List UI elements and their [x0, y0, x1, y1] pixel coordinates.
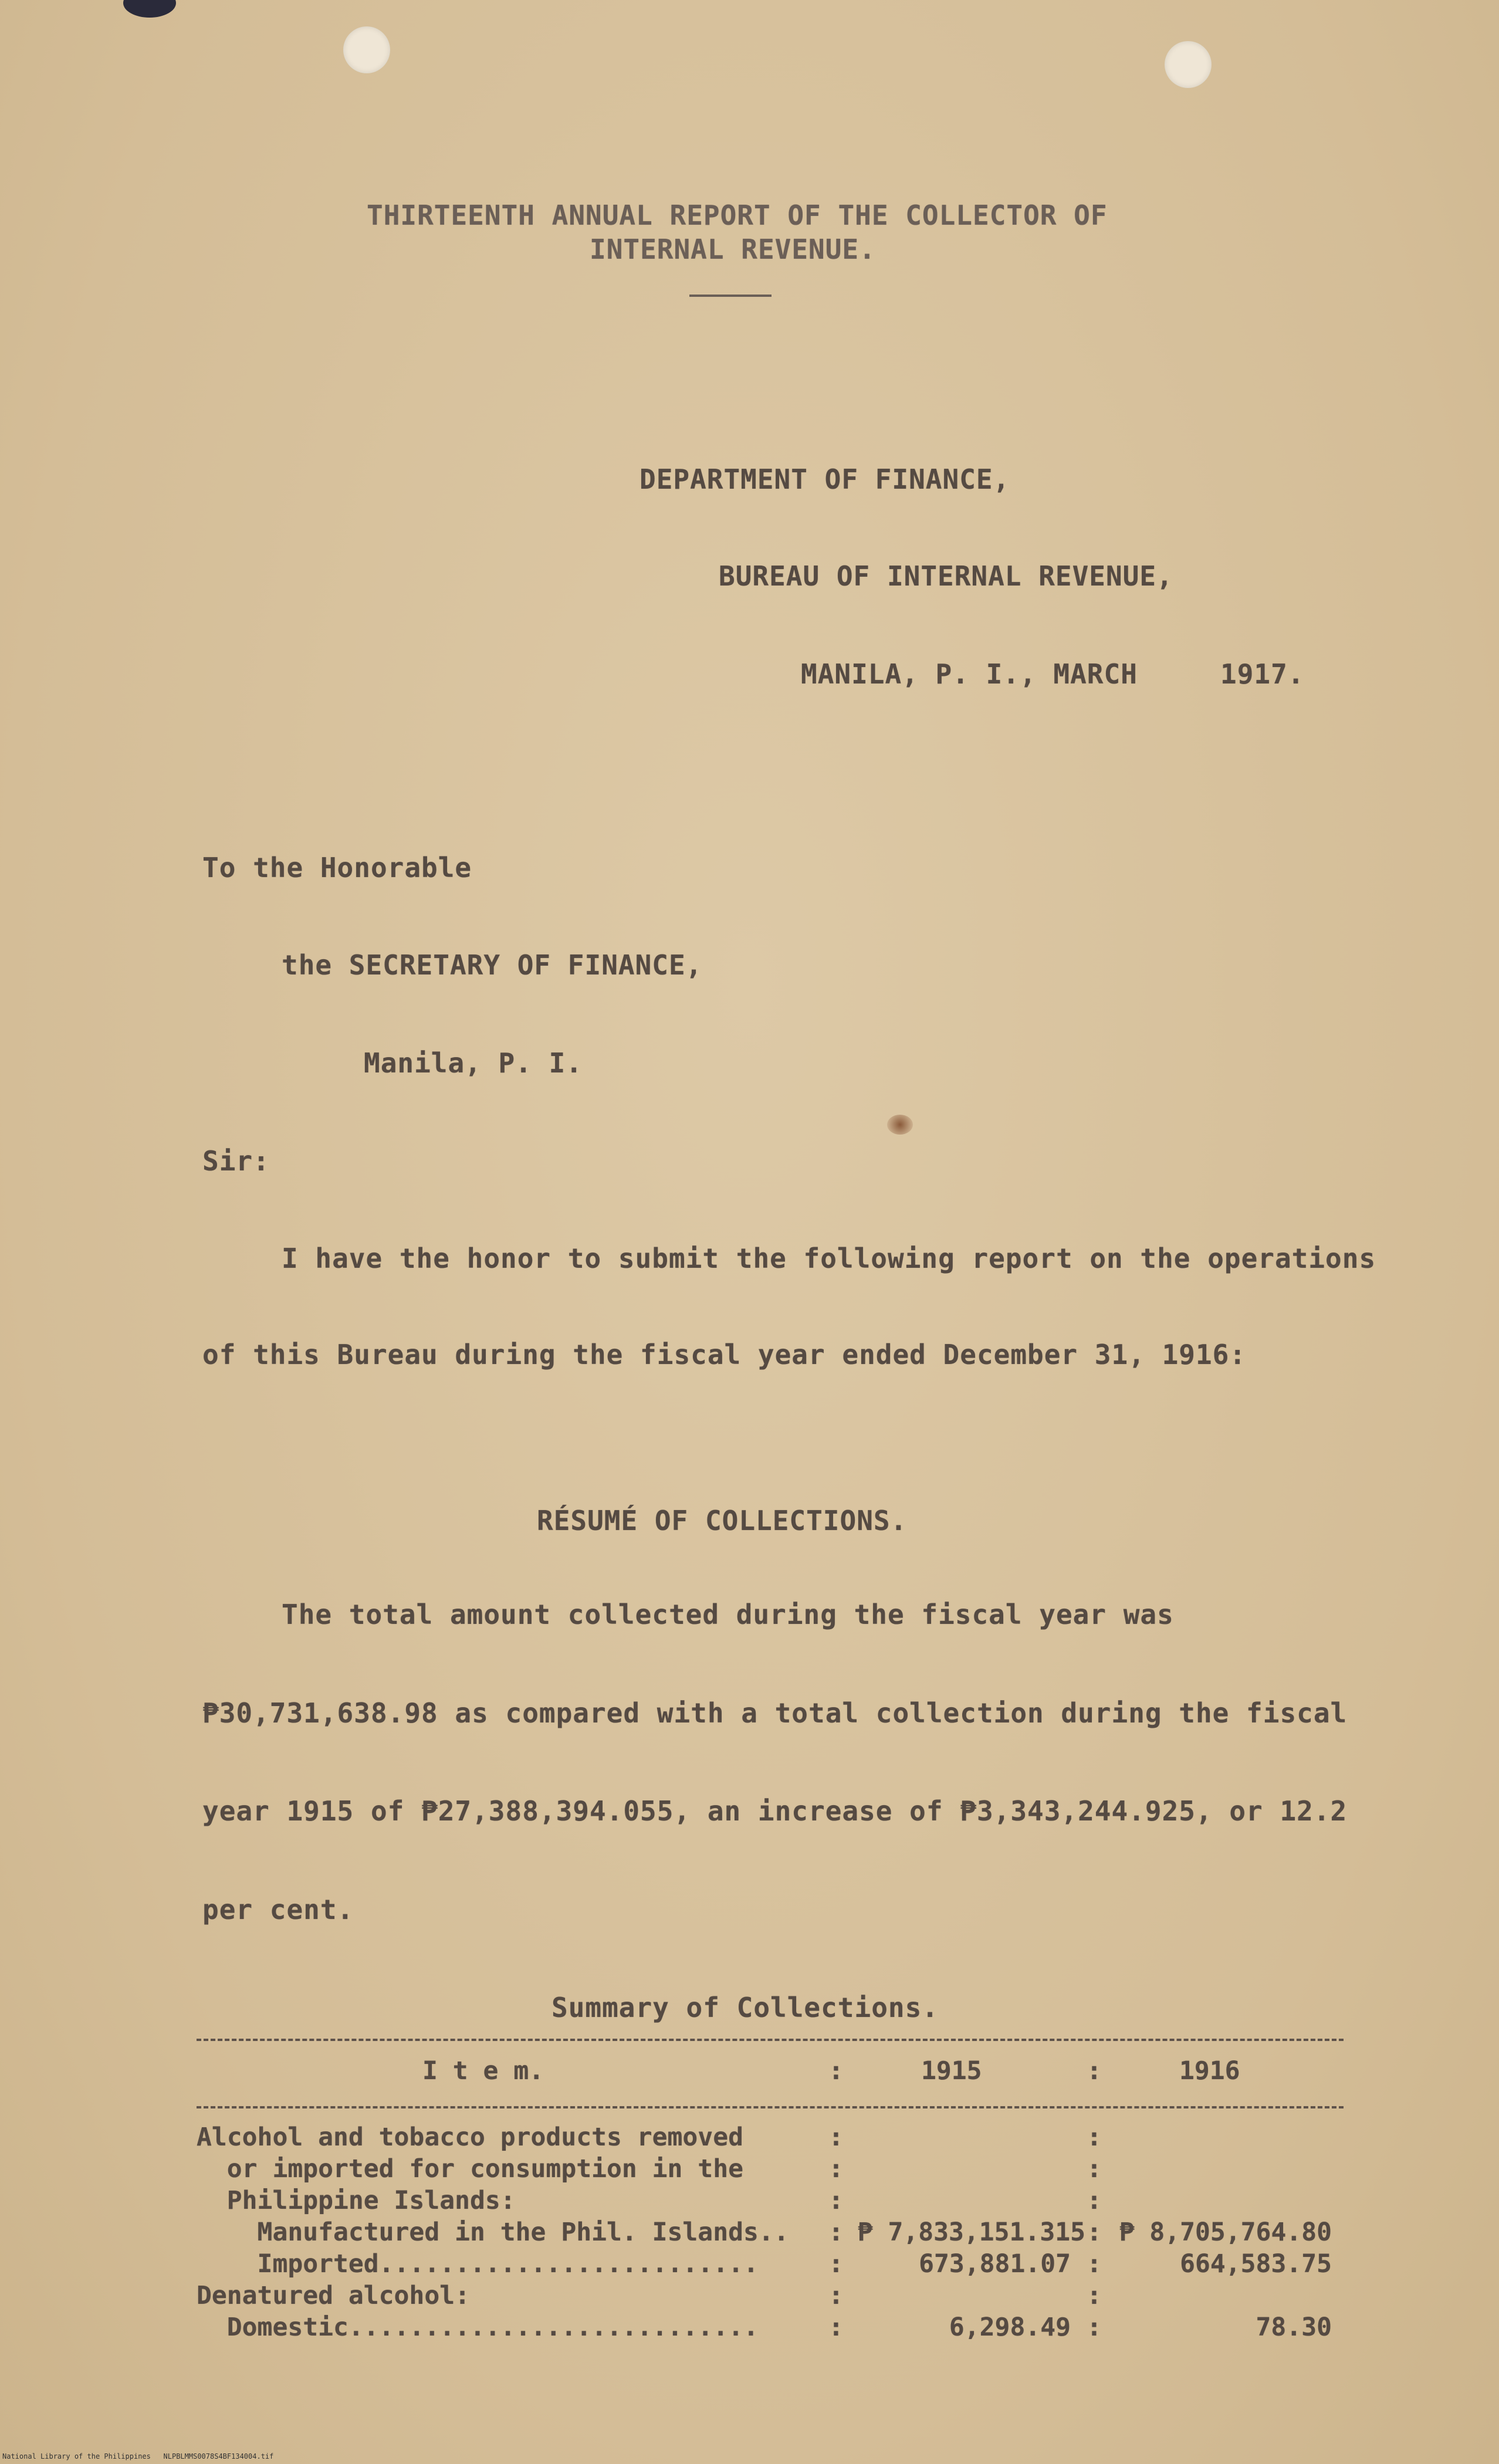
row-label: Imported.........................: [197, 2249, 759, 2279]
separator-colon: :: [828, 2186, 844, 2215]
separator-colon: :: [828, 2218, 844, 2247]
row-label: Manufactured in the Phil. Islands..: [197, 2218, 789, 2247]
row-label: or imported for consumption in the: [197, 2154, 743, 2184]
separator-colon: :: [828, 2123, 844, 2152]
separator-colon: :: [1087, 2281, 1102, 2310]
separator-colon: :: [1087, 2218, 1102, 2247]
archive-footer: National Library of the Philippines NLPBLMMS0078S4BF134004.tif: [2, 2452, 274, 2460]
salutation-sir: Sir:: [202, 1145, 270, 1177]
row-label: Domestic...........................: [197, 2313, 759, 2342]
paragraph1-line1: I have the honor to submit the following report on the operations: [282, 1243, 1376, 1274]
table-caption: Summary of Collections.: [551, 1992, 939, 2023]
addressee-line3: Manila, P. I.: [364, 1047, 583, 1079]
separator-colon: :: [828, 2313, 844, 2342]
value-1915: 6,298.49: [949, 2313, 1071, 2342]
title-underline: [689, 295, 772, 297]
department-line: DEPARTMENT OF FINANCE,: [639, 463, 1010, 495]
row-label: Denatured alcohol:: [197, 2281, 470, 2310]
date-year: 1917.: [1220, 658, 1305, 690]
ink-blot: [887, 1115, 913, 1135]
punch-hole-right: [1165, 41, 1212, 88]
addressee-line2: the SECRETARY OF FINANCE,: [282, 949, 703, 981]
separator-colon: :: [828, 2249, 844, 2279]
report-title-line1: THIRTEENTH ANNUAL REPORT OF THE COLLECTOR OF: [367, 199, 1108, 231]
paragraph2-line3: year 1915 of ₱27,388,394.055, an increase of ₱3,343,244.925, or 12.2: [202, 1795, 1348, 1827]
separator-colon: :: [1087, 2186, 1102, 2215]
value-1916: ₱ 8,705,764.80: [1119, 2218, 1332, 2247]
paragraph2-line4: per cent.: [202, 1894, 354, 1925]
place-date-line: MANILA, P. I., MARCH: [801, 658, 1138, 690]
value-1915: 673,881.07: [919, 2249, 1071, 2279]
row-label: Alcohol and tobacco products removed: [197, 2123, 743, 2152]
row-label: Philippine Islands:: [197, 2186, 516, 2215]
section-heading: RÉSUMÉ OF COLLECTIONS.: [537, 1505, 908, 1536]
paragraph2-line1: The total amount collected during the fiscal year was: [282, 1599, 1174, 1630]
addressee-line1: To the Honorable: [202, 852, 472, 884]
separator-colon: :: [828, 2281, 844, 2310]
header-1915: 1915: [921, 2056, 982, 2086]
value-1916: 664,583.75: [1180, 2249, 1332, 2279]
value-1915: ₱ 7,833,151.315: [857, 2218, 1085, 2247]
separator-colon: :: [1087, 2154, 1102, 2184]
report-title-line2: INTERNAL REVENUE.: [590, 233, 876, 265]
table-top-rule: [197, 2039, 1344, 2041]
value-1916: 78.30: [1256, 2313, 1332, 2342]
separator-colon: :: [828, 2154, 844, 2184]
separator-colon: :: [1087, 2313, 1102, 2342]
bureau-line: BUREAU OF INTERNAL REVENUE,: [719, 560, 1173, 592]
punch-hole-left: [343, 26, 390, 73]
header-1916: 1916: [1179, 2056, 1240, 2086]
separator-colon: :: [1087, 2249, 1102, 2279]
corner-mark: [123, 0, 176, 18]
separator-colon: :: [1087, 2123, 1102, 2152]
paragraph2-line2: ₱30,731,638.98 as compared with a total collection during the fiscal: [202, 1697, 1348, 1729]
paragraph1-line2: of this Bureau during the fiscal year ended December 31, 1916:: [202, 1339, 1247, 1370]
separator-colon: :: [828, 2056, 844, 2086]
header-item: I t e m.: [422, 2056, 544, 2086]
separator-colon: :: [1087, 2056, 1102, 2086]
table-header-rule: [197, 2106, 1344, 2108]
